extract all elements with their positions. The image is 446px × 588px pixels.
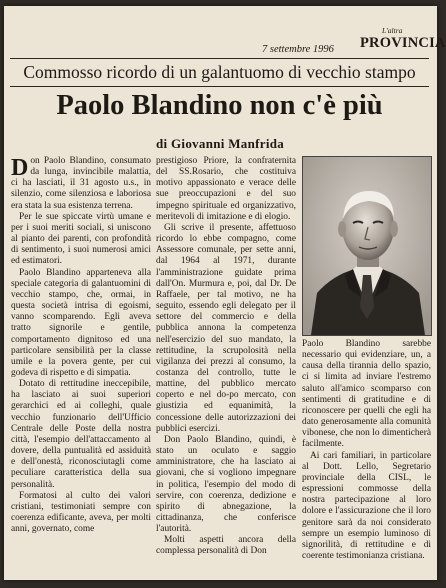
top-rule xyxy=(10,58,429,59)
article-kicker: Commosso ricordo di un galantuomo di vecchio stampo xyxy=(23,62,416,82)
paragraph xyxy=(11,156,151,212)
paragraph: Ai cari familiari, in particolare al Dott. Lello, Segretario provinciale della CISL, le espressioni commosse della nostra partecipazione al loro dolore e l'assicurazione che il loro genitore sarà da noi considerato sempre un esempio luminoso di signorilità, di rettitudine e di coerente testimonianza cristiana. xyxy=(302,450,431,561)
logo-subtitle: L'altra xyxy=(382,26,403,35)
portrait-photo xyxy=(302,156,432,336)
drop-cap: D xyxy=(11,155,29,181)
kicker-rule xyxy=(10,86,429,87)
paragraph: Formatosi al culto dei valori cristiani, testimoniati sempre con coerenza edificante, aveva, per molti anni, governato, come xyxy=(11,490,151,535)
paragraph: Per le sue spiccate virtù umane e per i suoi meriti sociali, si uniscono al pianto dei parenti, con profondità di sentimento, i suoi numerosi amici ed estimatori. xyxy=(11,211,151,267)
newspaper-clipping xyxy=(4,6,446,580)
paragraph: Paolo Blandino sarebbe necessario qui evidenziare, un, a causa della tirannia dello spazio, ci si limita ad inviare l'estremo saluto all'amico scomparso con sentimenti di gratitudine e di riconoscere per quelli che egli ha dato generosamente alla comunità vibonese, che non lo dimenticherà facilmente. xyxy=(302,339,431,450)
article-column-1 xyxy=(11,156,151,535)
paragraph: Gli scrive il presente, affettuoso ricordo lo ebbe compagno, come Assessore comunale, per sette anni, dal 1964 al 1971, durante l'amministrazione guidate prima dall'On. Murmura e, poi, dal Dr. De Raffaele, per tal motivo, ne ha seguito, essendo egli delegato per il settore del commercio e della pubblica annona la competenza nell'esercizio del suo mandato, la rettitudine, la scrupolosità nella vigilanza dei prezzi al consumo, la costanza del controllo, tutte le mattine, del pubblico mercato coperto e nel do-po mercato, con giustizia ed equanimità, la concessione delle autorizzazioni dei pubblici esercizi. xyxy=(156,222,296,434)
article-headline: Paolo Blandino non c'è più xyxy=(56,90,383,121)
paragraph: Don Paolo Blandino, quindi, è stato un oculato e saggio amministratore, che ha lasciato ai giovani, che si vogliono impegnare in politica, l'esempio del modo di servire, con coerenza, dedizione e spirito di abnegazione, la cittadinanza, che conferisce l'autorità. xyxy=(156,434,296,535)
portrait-image xyxy=(303,157,431,335)
article-column-2 xyxy=(156,156,296,558)
newspaper-logo xyxy=(360,26,446,51)
paragraph: Dotato di rettitudine ineccepibile, ha lasciato ai suoi superiori gerarchici ed ai colleghi, quale vecchio funzionario dell'Ufficio Centrale delle Poste della nostra città, l'esempio dell'attaccamento al dovere, della puntualità ed assiduità e dell'onestà, riconosciutagli come peculiare caratteristica della sua personalità. xyxy=(11,379,151,490)
paragraph-text: on Paolo Blandino, consumato da lunga, invincibile malattia, ci ha lasciati, il 31 agosto u.s., in silenzio, come silenziosa e laboriosa era stata la sua esistenza terrena. xyxy=(11,156,151,211)
publication-date: 7 settembre 1996 xyxy=(262,44,334,55)
paragraph: prestigioso Priore, la confraternita del SS.Rosario, che costituiva motivo appassionato e verace delle sue preoccupazioni e del suo impegno spirituale ed organizzativo, meritevoli di imitazione e di elogio. xyxy=(156,156,296,222)
logo-title: PROVINCIA xyxy=(360,35,446,51)
paragraph: Molti aspetti ancora della complessa personalità di Don xyxy=(156,535,296,557)
paragraph: Paolo Blandino apparteneva alla speciale categoria di galantuomini di vecchio stampo, che, ormai, in questa società intrisa di egoismi, vanno scomparendo. Egli aveva tratto signorile e gentile, comportamento dignitoso ed una particolare sensibilità per la classe umile e la povera gente, per cui godeva di rispetto e di simpatia. xyxy=(11,267,151,378)
article-byline: di Giovanni Manfrida xyxy=(156,136,285,151)
article-column-3 xyxy=(302,339,431,562)
